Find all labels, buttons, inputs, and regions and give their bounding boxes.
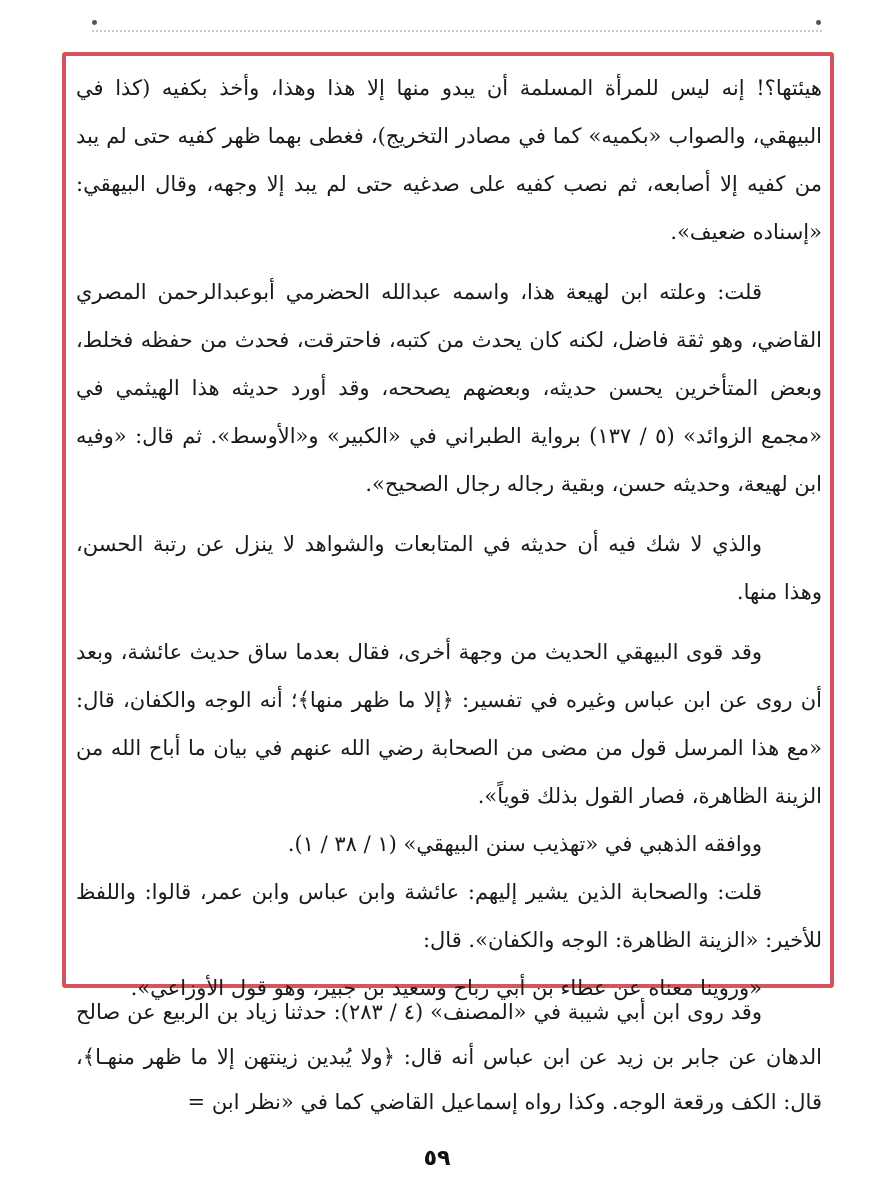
page-number: ٥٩ (423, 1146, 451, 1171)
top-dotted-rule (92, 30, 822, 32)
boxed-text-section (76, 64, 822, 1012)
page-corner-mark-right (816, 20, 821, 25)
paragraph-1: هيئتها؟! إنه ليس للمرأة المسلمة أن يبدو منها إلا هذا وهذا، وأخذ بكفيه (كذا في البيهقي، والصواب «بكميه» كما في مصادر التخريج)، فغطى بهما ظهر كفيه حتى لم يبد من كفيه إلا أصابعه، ثم نصب كفيه على صدغيه حتى لم يبد إلا وجهه، وقال البيهقي: «إسناده ضعيف». (76, 76, 822, 244)
paragraph-6: قلت: والصحابة الذين يشير إليهم: عائشة وابن عباس وابن عمر، قالوا: واللفظ للأخير: «الزينة الظاهرة: الوجه والكفان». قال: (76, 880, 822, 952)
page-corner-mark-left (92, 20, 97, 25)
below-text-section (76, 990, 822, 1125)
paragraph-5: ووافقه الذهبي في «تهذيب سنن البيهقي» (١ / ٣٨ / ١). (287, 832, 762, 856)
paragraph-8: وقد روى ابن أبي شيبة في «المصنف» (٤ / ٢٨٣): حدثنا زياد بن الربيع عن صالح الدهان عن جابر بن زيد عن ابن عباس أنه قال: ﴿ولا يُبدين زينتهن إلا ما ظهر منهـا﴾، قال: الكف ورقعة الوجه. وكذا رواه إسماعيل القاضي كما في «نظر ابن = (76, 1000, 822, 1114)
paragraph-2: قلت: وعلته ابن لهيعة هذا، واسمه عبدالله الحضرمي أبوعبدالرحمن المصري القاضي، وهو ثقة فاضل، لكنه كان يحدث من كتبه، فاحترقت، فحدث من حفظه فخلط، وبعض المتأخرين يحسن حديثه، وبعضهم يصححه، وقد أورد حديثه هذا الهيثمي في «مجمع الزوائد» (٥ / ١٣٧) برواية الطبراني في «الكبير» و«الأوسط». ثم قال: «وفيه ابن لهيعة، وحديثه حسن، وبقية رجاله رجال الصحيح». (76, 280, 822, 496)
paragraph-7: «وروينا معناه عن عطاء بن أبي رباح وسعيد بن جبير، وهو قول الأوزاعي». (130, 976, 762, 1000)
paragraph-3: والذي لا شك فيه أن حديثه في المتابعات والشواهد لا ينزل عن رتبة الحسن، وهذا منها. (76, 532, 822, 604)
paragraph-4: وقد قوى البيهقي الحديث من وجهة أخرى، فقال بعدما ساق حديث عائشة، وبعد أن روى عن ابن عباس وغيره في تفسير: ﴿إلا ما ظهر منها﴾؛ أنه الوجه والكفان، قال: «مع هذا المرسل قول من مضى من الصحابة رضي الله عنهم في بيان ما أباح الله من الزينة الظاهرة، فصار القول بذلك قوياً». (76, 640, 822, 808)
